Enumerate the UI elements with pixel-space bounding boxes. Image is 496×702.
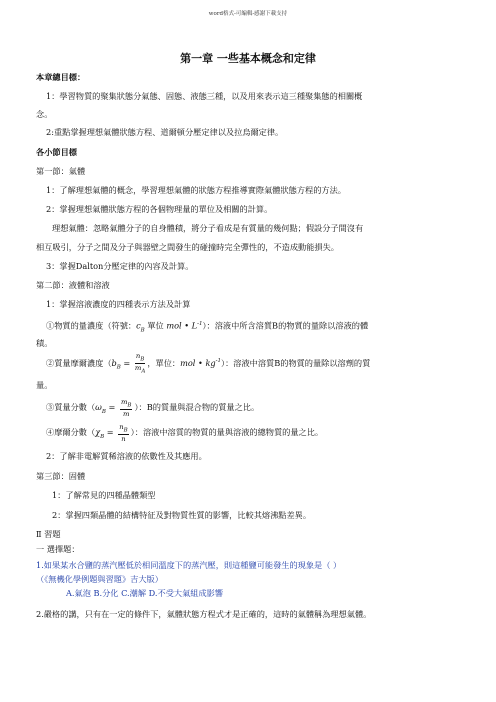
c2-numerator-sub: B bbox=[140, 356, 145, 363]
part3-title: 第三節：固體 bbox=[36, 471, 86, 481]
c3-subscript: B bbox=[101, 408, 106, 415]
c2-superscript: -1 bbox=[215, 358, 222, 365]
c4-numerator: n bbox=[119, 423, 124, 431]
part1-title: 第一節：氣體 bbox=[36, 166, 86, 176]
c3-numerator: m bbox=[120, 398, 128, 406]
part1-item3: 3：掌握Dalton分壓定律的內容及計算。 bbox=[46, 261, 194, 271]
question-1-options: A.氣泡 B.分化 C.潮解 D.不受大氣組成影響 bbox=[66, 588, 224, 598]
c1-text-a: ①物質的量濃度（符號： bbox=[46, 320, 137, 331]
concentration-1 bbox=[46, 319, 368, 336]
c1-superscript: -1 bbox=[197, 321, 203, 327]
c1-text-c: ）：溶液中所含溶質B的物質的量除以溶液的體 bbox=[202, 320, 369, 331]
goal-2: 2:重點掌握理想氣體狀態方程、道爾頓分壓定律以及拉烏爾定律。 bbox=[46, 127, 284, 137]
c4-text-a: ④摩爾分數（ bbox=[46, 427, 96, 438]
goals-heading: 本章總目標： bbox=[36, 72, 86, 82]
c3-fraction bbox=[120, 398, 133, 418]
c3-numerator-sub: B bbox=[127, 402, 132, 409]
ideal-gas-note-b: 相互吸引，分子之間及分子與器壁之間發生的碰撞時完全彈性的，不造成動能損失。 bbox=[36, 242, 339, 252]
part1-item2: 2：掌握理想氣體狀態方程的各個物理量的單位及相關的計算。 bbox=[46, 204, 273, 214]
part3-item2: 2：掌握四類晶體的結構特征及對物質性質的影響，比較其熔沸點差異。 bbox=[52, 510, 312, 520]
c4-denominator: n bbox=[121, 435, 126, 444]
part1-item1: 1：了解理想氣體的概念，學習理想氣體的狀態方程推導實際氣體狀態方程的方法。 bbox=[46, 185, 346, 195]
c2-unit: mol • kg bbox=[180, 357, 216, 368]
c2-fraction bbox=[135, 352, 145, 376]
chapter-title: 第一章 一些基本概念和定律 bbox=[180, 52, 316, 65]
c3-equals: = bbox=[105, 402, 118, 413]
c2-text-c: ）：溶液中溶質B的物質的量除以溶劑的質 bbox=[221, 357, 371, 368]
c1-symbol: c bbox=[136, 320, 141, 331]
c2-symbol: b bbox=[111, 357, 117, 368]
goal-1a: 1：學習物質的聚集狀態分氣態、固態、液態三種，以及用來表示這三種聚集態的相關概 bbox=[46, 91, 363, 101]
c1-subscript: B bbox=[140, 327, 145, 334]
c4-equals: = bbox=[104, 427, 117, 438]
page-header: word格式-可編輯-感謝下載支持 bbox=[208, 11, 288, 17]
question-2: 2.嚴格的講，只有在一定的條件下，氣體狀態方程式才是正確的，這時的氣體稱為理想氣體。 bbox=[36, 609, 372, 619]
concentration-2-cont: 量。 bbox=[36, 380, 53, 390]
c4-numerator-sub: B bbox=[123, 427, 128, 434]
c3-text-b: ）：B的質量與混合物的質量之比。 bbox=[134, 402, 260, 413]
c3-denominator: m bbox=[122, 410, 130, 419]
c2-denominator: m bbox=[134, 364, 142, 373]
c1-unit: mol • L bbox=[166, 320, 198, 331]
c2-subscript: B bbox=[116, 364, 121, 371]
question-1: 1.如果某水合鹽的蒸汽壓低於相同溫度下的蒸汽壓，則這種鹽可能發生的現象是（ ） bbox=[36, 560, 342, 570]
c3-text-a: ③質量分數（ bbox=[46, 402, 96, 413]
concentration-3 bbox=[46, 398, 259, 421]
c2-denominator-sub: A bbox=[141, 368, 146, 375]
part2-title: 第二節：液體和溶液 bbox=[36, 280, 110, 290]
concentration-1-cont: 積。 bbox=[36, 338, 53, 348]
c3-symbol: ω bbox=[95, 402, 102, 413]
c2-equals: = bbox=[120, 357, 133, 368]
c1-text-b: 單位 bbox=[144, 320, 164, 331]
goal-1b: 念。 bbox=[36, 109, 53, 119]
ideal-gas-note-a: 理想氣體：忽略氣體分子的自身體積，將分子看成是有質量的幾何點；假設分子間沒有 bbox=[52, 223, 364, 233]
concentration-4 bbox=[46, 423, 323, 446]
question-1-source: （《無機化學例題與習題》吉大版） bbox=[36, 574, 163, 584]
part2-item2: 2：了解非電解質稀溶液的依數性及其應用。 bbox=[46, 451, 207, 461]
part3-item1: 1：了解常見的四種晶體類型 bbox=[52, 490, 156, 500]
c4-text-b: ）：溶液中溶質的物質的量與溶液的總物質的量之比。 bbox=[130, 427, 324, 438]
c2-text-a: ②質量摩爾濃度（ bbox=[46, 357, 112, 368]
concentration-2 bbox=[46, 352, 370, 377]
part2-item1: 1：掌握溶液濃度的四種表示方法及計算 bbox=[46, 299, 191, 309]
c4-fraction bbox=[118, 423, 128, 443]
section-heading: 各小節目標 bbox=[36, 147, 77, 157]
c2-text-b: ，單位： bbox=[147, 357, 181, 368]
c4-subscript: B bbox=[100, 433, 105, 440]
exercises-subheading: 一 選擇題： bbox=[36, 544, 80, 554]
c2-numerator: n bbox=[135, 352, 141, 360]
c4-symbol: χ bbox=[95, 427, 101, 438]
exercises-heading: Ⅱ 習題 bbox=[36, 529, 61, 539]
